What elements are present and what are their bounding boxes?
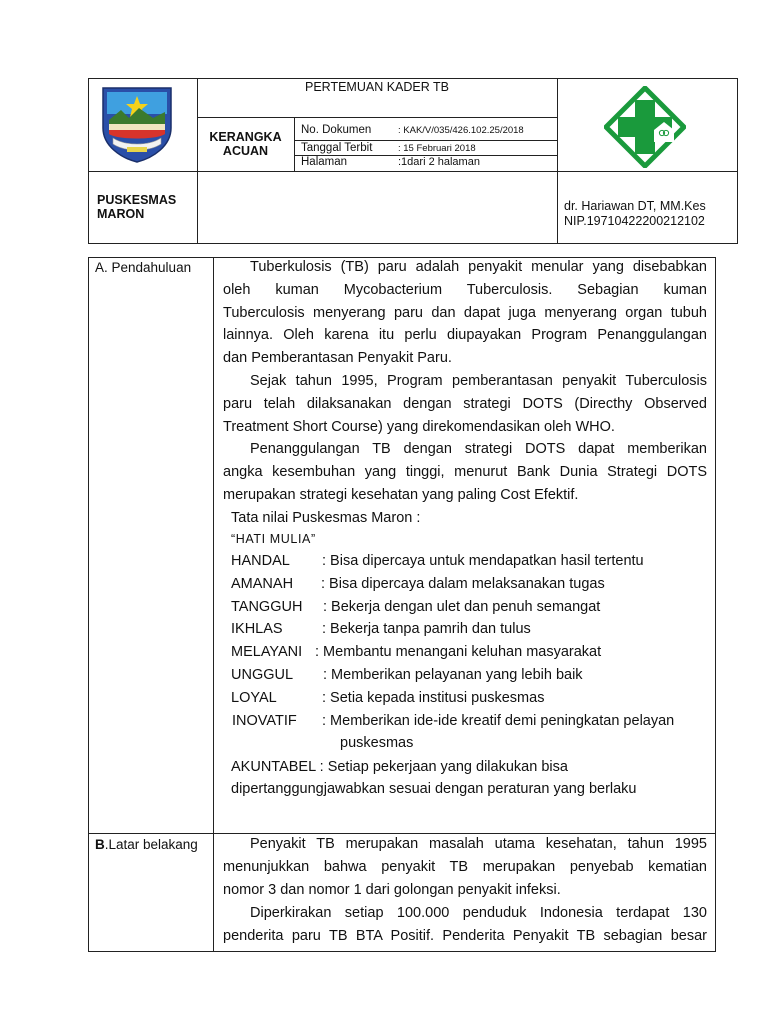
value-desc: : Membantu menangani keluhan masyarakat [315,644,602,661]
text-line: Penanggulangan TB dengan strategi DOTS dapat memberikan [250,441,707,457]
value-row-continuation [231,732,711,755]
signer-nip: NIP.19710422200212102 [564,214,705,228]
akuntabel-line1: AKUNTABEL : Setiap pekerjaan yang dilakukan bisa [231,759,568,775]
section-b-title: .Latar belakang [104,837,198,852]
text-line: paru telah dilaksanakan dengan strategi DOTS (Directhy Observed [223,395,707,412]
text-line: Diperkirakan setiap 100.000 penduduk Indonesia terdapat 130 [250,905,707,921]
value-term: IKHLAS [231,621,283,638]
values-intro: Tata nilai Puskesmas Maron : [231,510,421,526]
text-line: Tuberculosis menyerang paru dan dapat juga menyerang organ tubuh [223,304,707,321]
text-line: dan Pemberantasan Penyakit Paru. [223,350,452,367]
org-name-line1: PUSKESMAS [97,193,177,207]
value-row [231,710,711,733]
value-term: TANGGUH [231,598,303,615]
value-term: UNGGUL [231,666,294,683]
value-term: HANDAL [231,553,290,569]
section-b-paragraph-1 [223,833,707,901]
puskesmas-logo [604,86,686,168]
field-label-no-dokumen: No. Dokumen [301,124,372,136]
doc-type-line1: KERANGKA [209,130,282,144]
text-line: Tuberkulosis (TB) paru adalah penyakit menular yang disebabkan [250,259,707,275]
values-list [231,550,711,755]
doc-type-line2: ACUAN [222,144,269,158]
field-value-halaman: :1dari 2 halaman [398,156,480,168]
value-desc: : Setia kepada institusi puskesmas [322,689,545,706]
text-line: angka kesembuhan yang tinggi, menurut Bank Dunia Strategi DOTS [223,463,707,480]
value-desc: : Bekerja tanpa pamrih dan tulus [322,621,531,638]
value-row [231,596,711,619]
regional-emblem-logo [97,84,177,164]
field-value-no-dokumen: : KAK/V/035/426.102.25/2018 [398,125,524,136]
document-title: PERTEMUAN KADER TB [304,80,449,94]
text-line: nomor 3 dan nomor 1 dari golongan penyakit infeksi. [223,881,561,898]
value-row [231,550,711,573]
text-line: penderita paru TB BTA Positif. Penderita Penyakit TB sebagian besar [223,927,707,944]
section-a-label: A. Pendahuluan [95,260,192,275]
value-desc: : Bisa dipercaya untuk mendapatkan hasil tertentu [322,553,644,569]
value-term: MELAYANI [231,644,303,661]
field-value-tanggal-terbit: : 15 Februari 2018 [398,143,476,154]
value-row [231,618,711,641]
signer-name: dr. Hariawan DT, MM.Kes [564,199,706,213]
text-line: merupakan strategi kesehatan yang paling Cost Efektif. [223,486,579,503]
text-line: lainnya. Oleh karena itu perlu diupayakan Program Penanggulangan [223,327,707,344]
value-row [231,687,711,710]
value-desc: : Bisa dipercaya dalam melaksanakan tugas [321,575,605,592]
field-label-tanggal-terbit: Tanggal Terbit [301,142,373,154]
field-label-halaman: Halaman [301,156,348,168]
value-row [231,573,711,596]
value-row [231,664,711,687]
section-a-paragraph-3 [223,438,707,506]
value-row [231,641,711,664]
value-term: INOVATIF [232,712,297,729]
section-a-paragraph-1 [223,256,707,370]
value-desc: : Bekerja dengan ulet dan penuh semangat [323,598,601,615]
akuntabel-line2: dipertanggungjawabkan sesuai dengan peraturan yang berlaku [231,781,637,797]
value-term: LOYAL [231,689,277,706]
section-b-letter: B [95,837,105,852]
value-desc: : Memberikan pelayanan yang lebih baik [323,666,583,683]
values-motto: “HATI MULIA” [231,532,316,546]
org-name-line2: MARON [97,207,145,221]
text-line: Sejak tahun 1995, Program pemberantasan penyakit Tuberculosis [250,373,707,389]
text-line: Treatment Short Course) yang direkomendasikan oleh WHO. [223,418,615,435]
text-line: menunjukkan bahwa penyakit TB merupakan penyebab kematian [223,858,707,875]
value-desc: : Memberikan ide-ide kreatif demi peningkatan pelayan [322,712,675,729]
section-a-paragraph-2 [223,370,707,438]
section-b-paragraph-2 [223,902,707,948]
value-term: AMANAH [231,575,294,592]
value-desc-cont: puskesmas [340,735,414,752]
text-line: Penyakit TB merupakan masalah utama kesehatan, tahun 1995 [250,836,707,852]
section-b-label [95,837,198,852]
text-line: oleh kuman Mycobacterium Tuberculosis. Sebagian kuman [223,281,707,298]
